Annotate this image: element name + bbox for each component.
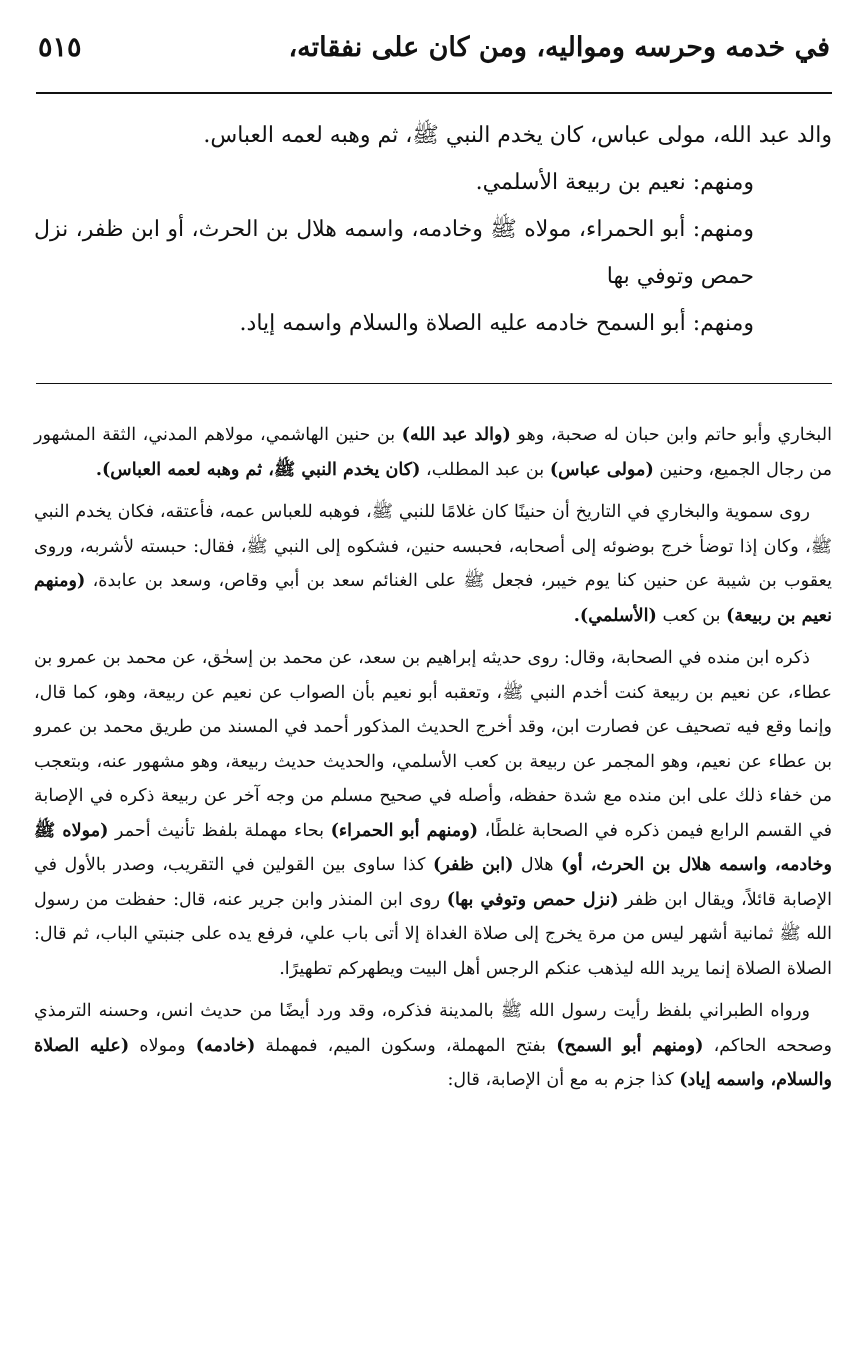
main-text-paragraph: ومنهم: أبو الحمراء، مولاه ﷺ وخادمه، واسمه هلال بن الحرث، أو ابن ظفر، نزل حمص وتوفي بها [34, 217, 754, 289]
main-text-paragraph: ومنهم: نعيم بن ربيعة الأسلمي. [475, 170, 754, 195]
commentary-paragraph: ورواه الطبراني بلفظ رأيت رسول الله ﷺ بالمدينة فذكره، وقد ورد أيضًا من حديث انس، وحسنه الترمذي وصححه الحاكم، (ومنهم أبو السمح) بفتح المهملة، وسكون الميم، فمهملة (خادمه) ومولاه (عليه الصلاة والسلام، واسمه إياد) كذا جزم به مع أن الإصابة، قال: [34, 1001, 833, 1090]
main-text-paragraph: والد عبد الله، مولى عباس، كان يخدم النبي ﷺ، ثم وهبه لعمه العباس. [203, 123, 832, 148]
page-header [38, 32, 830, 78]
commentary-paragraph: روى سموية والبخاري في التاريخ أن حنينًا كان غلامًا للنبي ﷺ، فوهبه للعباس عمه، فأعتقه، فكان يخدم النبي ﷺ، وكان إذا توضأ خرج بوضوئه إلى أصحابه، فحبسه حنين، فشكوه إلى النبي ﷺ، فقال: حبسته لأشربه، وروى يعقوب بن شيبة عن حنين كنا يوم خيبر، فجعل ﷺ على الغنائم سعد بن أبي وقاص، وسعد بن عابدة، (ومنهم نعيم بن ربيعة) بن كعب (الأسلمي). [34, 502, 832, 626]
main-text [34, 112, 832, 347]
commentary-separator [36, 383, 832, 384]
header-rule [36, 92, 832, 94]
commentary-text [34, 418, 832, 1098]
commentary-paragraph: البخاري وأبو حاتم وابن حبان له صحبة، وهو (والد عبد الله) بن حنين الهاشمي، مولاهم المدني، الثقة المشهور من رجال الجميع، وحنين (مولى عباس) بن عبد المطلب، (كان يخدم النبي ﷺ، ثم وهبه لعمه العباس). [34, 424, 832, 480]
running-title: في خدمه وحرسه ومواليه، ومن كان على نفقاته، [288, 32, 830, 63]
page-number: ٥١٥ [38, 32, 82, 63]
main-text-paragraph: ومنهم: أبو السمح خادمه عليه الصلاة والسلام واسمه إياد. [239, 311, 754, 336]
commentary-paragraph: ذكره ابن منده في الصحابة، وقال: روى حديثه إبراهيم بن سعد، عن محمد بن إسحٰق، عن محمد بن عمرو بن عطاء، عن نعيم بن ربيعة كنت أخدم النبي ﷺ، وتعقبه أبو نعيم بأن الصواب عن نعيم عن ربيعة، وهو، كما قال، وإنما وقع فيه تصحيف عن فصارت ابن، وقد أخرج الحديث المذكور أحمد في المسند من طريق محمد بن عمرو بن عطاء عن نعيم، وهو المجمر عن ربيعة بن كعب الأسلمي، والحديث حديث ربيعة، وهو مشهور عنه، وبتعجب من خفاء ذلك على ابن منده مع شدة حفظه، وأصله في صحيح مسلم من وجه آخر عن ربيعة ذكره في الإصابة في القسم الرابع فيمن ذكره في الصحابة غلطًا، (ومنهم أبو الحمراء) بحاء مهملة بلفظ تأنيث أحمر (مولاه ﷺ وخادمه، واسمه هلال بن الحرث، أو) هلال (ابن ظفر) كذا ساوى بين القولين في التقريب، وصدر بالأول في الإصابة قائلاً، ويقال ابن ظفر (نزل حمص وتوفي بها) روى ابن المنذر وابن جرير عنه، قال: حفظت من رسول الله ﷺ ثمانية أشهر ليس من مرة يخرج إلى صلاة الغداة إلا أتى باب علي، فرفع يده على جنبتي الباب، ثم قال: الصلاة الصلاة إنما يريد الله ليذهب عنكم الرجس أهل البيت ويطهركم تطهيرًا. [34, 648, 833, 979]
